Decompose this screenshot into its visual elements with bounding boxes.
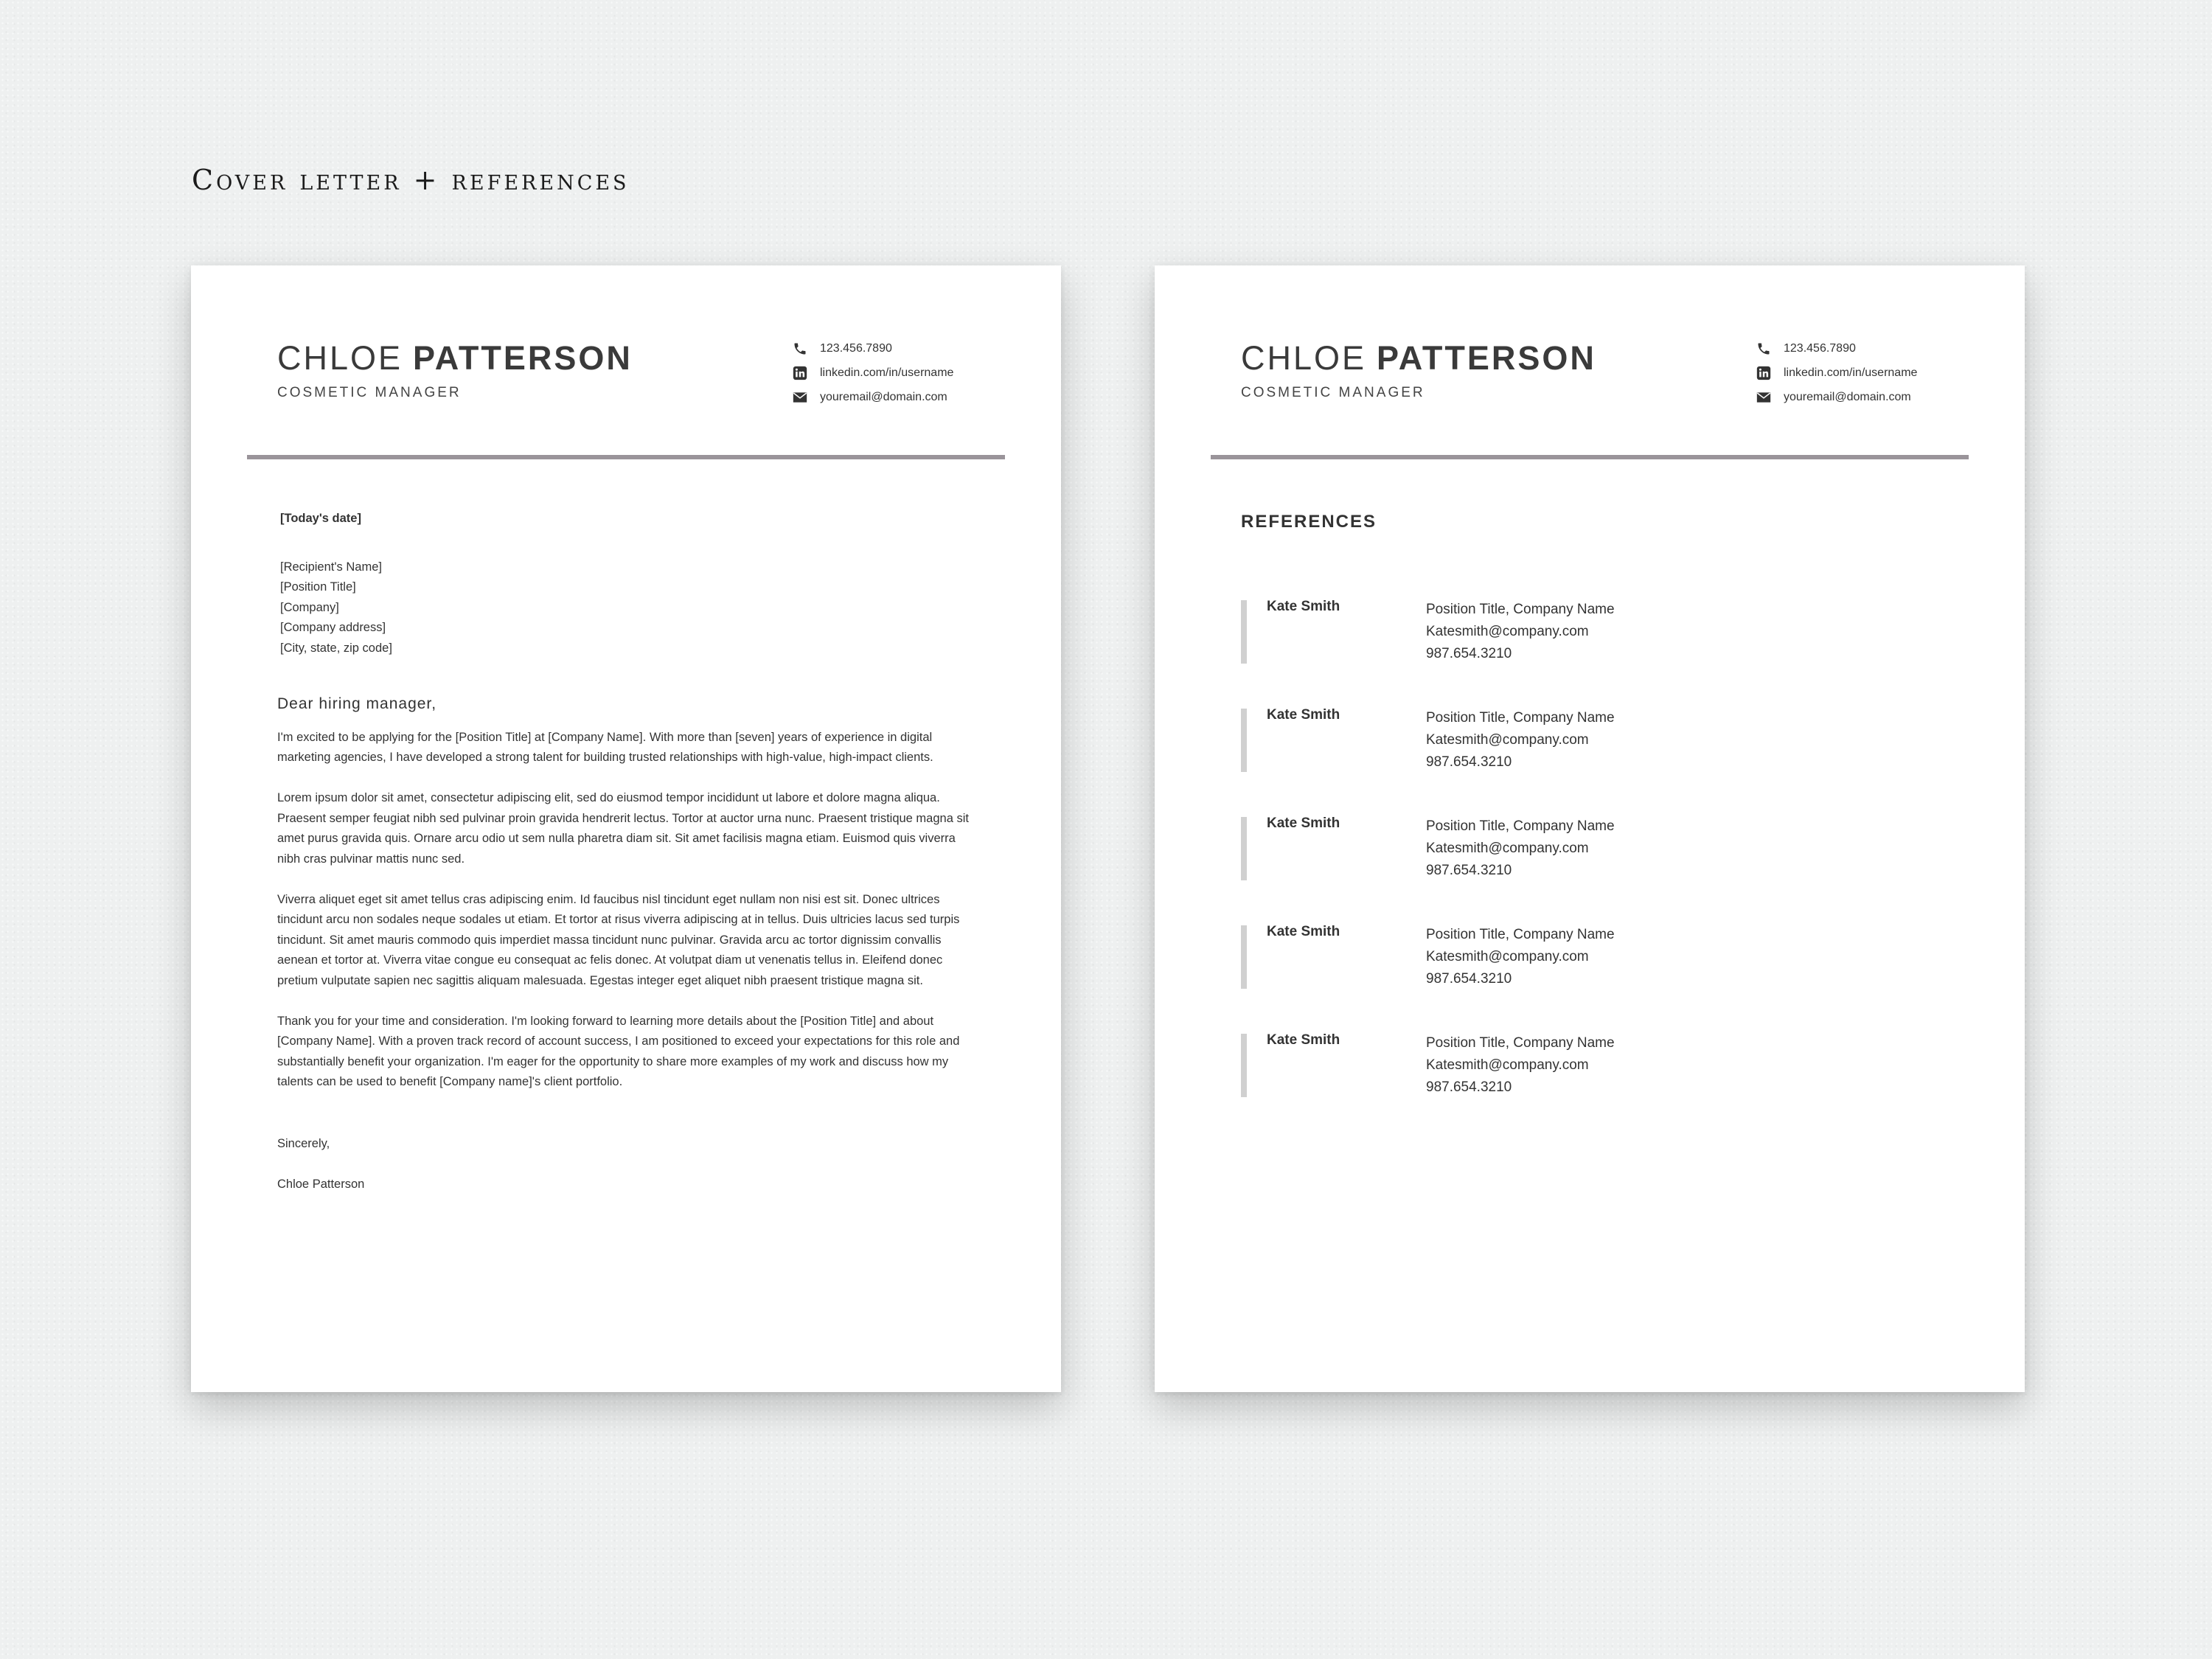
reference-name: Kate Smith: [1267, 707, 1340, 723]
closing: Sincerely,: [277, 1136, 330, 1150]
greeting: Dear hiring manager,: [277, 695, 437, 712]
reference-email: Katesmith@company.com: [1426, 949, 1589, 964]
recipient-position: [Position Title]: [280, 580, 356, 594]
contact-block: [1756, 336, 1917, 409]
last-name: PATTERSON: [1377, 339, 1596, 377]
contact-email: [792, 385, 953, 409]
recipient-name: [Recipient's Name]: [280, 560, 382, 574]
job-role: COSMETIC MANAGER: [277, 385, 462, 400]
envelope-icon: [792, 389, 808, 406]
reference-email: Katesmith@company.com: [1426, 624, 1589, 639]
linkedin-text: linkedin.com/in/username: [1784, 366, 1918, 379]
letter-body: [277, 509, 978, 1195]
reference-accent-bar: [1241, 925, 1247, 989]
contact-linkedin: [792, 361, 953, 385]
reference-phone: 987.654.3210: [1426, 863, 1512, 878]
reference-phone: 987.654.3210: [1426, 646, 1512, 661]
reference-phone: 987.654.3210: [1426, 754, 1512, 770]
reference-name: Kate Smith: [1267, 1032, 1340, 1048]
recipient-city: [City, state, zip code]: [280, 641, 392, 655]
reference-accent-bar: [1241, 817, 1247, 880]
reference-entry: [1241, 1034, 1905, 1097]
scene-title: Cover letter + references: [192, 164, 630, 196]
reference-accent-bar: [1241, 1034, 1247, 1097]
recipient-address: [Company address]: [280, 621, 386, 634]
letter-date: [Today's date]: [280, 512, 361, 525]
references-page: [1155, 265, 2025, 1392]
reference-details: [1426, 924, 1615, 990]
reference-email: Katesmith@company.com: [1426, 732, 1589, 748]
recipient-block: [280, 557, 978, 659]
first-name: CHLOE: [1241, 339, 1367, 377]
header-name: [1241, 339, 1596, 378]
linkedin-icon: [1756, 365, 1772, 381]
phone-icon: [792, 341, 808, 357]
reference-details: [1426, 599, 1615, 665]
email-text: youremail@domain.com: [1784, 390, 1911, 403]
reference-entry: [1241, 817, 1905, 880]
reference-title: Position Title, Company Name: [1426, 710, 1615, 726]
header-rule: [1211, 455, 1969, 459]
cover-letter-page: [191, 265, 1061, 1392]
reference-entry: [1241, 925, 1905, 989]
last-name: PATTERSON: [413, 339, 633, 377]
contact-phone: [792, 336, 953, 361]
reference-name: Kate Smith: [1267, 924, 1340, 939]
job-role: COSMETIC MANAGER: [1241, 385, 1425, 400]
email-text: youremail@domain.com: [820, 390, 947, 403]
contact-block: [792, 336, 953, 409]
envelope-icon: [1756, 389, 1772, 406]
linkedin-text: linkedin.com/in/username: [820, 366, 954, 379]
paragraph: I'm excited to be applying for the [Position Title] at [Company Name]. With more than [seven] years of experience in digital marketing agencies, I have developed a strong talent for building trusted relationships with high-value, high-impact clients.: [277, 730, 933, 764]
reference-entry: [1241, 600, 1905, 664]
phone-text: 123.456.7890: [820, 341, 892, 355]
contact-phone: [1756, 336, 1917, 361]
reference-email: Katesmith@company.com: [1426, 841, 1589, 856]
reference-title: Position Title, Company Name: [1426, 818, 1615, 834]
paragraph: Lorem ipsum dolor sit amet, consectetur adipiscing elit, sed do eiusmod tempor incididunt ut labore et dolore magna aliqua. Praesent semper feugiat nibh sed pulvinar proin gravida hendrerit lectus. Tortor at auctor urna nunc. Praesent tristique magna sit amet purus gravida quis. Ornare arcu odio ut sem nulla pharetra diam sit. Sit amet facilisis magna etiam. Euismod quis viverra nibh cras pulvinar mattis nunc sed.: [277, 791, 969, 866]
first-name: CHLOE: [277, 339, 403, 377]
reference-phone: 987.654.3210: [1426, 971, 1512, 987]
contact-email: [1756, 385, 1917, 409]
reference-title: Position Title, Company Name: [1426, 927, 1615, 942]
references-heading: REFERENCES: [1241, 512, 1377, 532]
paragraph: Thank you for your time and consideration. I'm looking forward to learning more details about the [Position Title] and about [Company Name]. With a proven track record of account success, I am positioned to exceed your expectations for this role and substantially benefit your organization. I'm eager for the opportunity to share more examples of my work and discuss how my talents can be used to benefit [Company name]'s client portfolio.: [277, 1014, 960, 1088]
reference-details: [1426, 1032, 1615, 1099]
reference-name: Kate Smith: [1267, 815, 1340, 831]
paragraph: Viverra aliquet eget sit amet tellus cras adipiscing enim. Id faucibus nisl tincidunt eget nullam non nisi est sit. Donec ultrices tincidunt arcu non sodales neque sodales ut etiam. Et tortor at risus viverra adipiscing at in tellus. Duis ultricies lacus sed turpis tincidunt. Sit amet mauris commodo quis imperdiet massa tincidunt nunc pulvinar. Gravida arcu ac tortor dignissim convallis aenean et tortor at. Viverra vitae congue eu consequat ac felis donec. At volutpat diam ut venenatis tellus in. Eleifend donec pretium vulputate sapien nec sagittis aliquam malesuada. Egestas integer eget aliquet nibh praesent tristique magna sit.: [277, 892, 960, 987]
reference-entry: [1241, 709, 1905, 772]
reference-details: [1426, 815, 1615, 882]
phone-text: 123.456.7890: [1784, 341, 1856, 355]
header-name: [277, 339, 633, 378]
reference-accent-bar: [1241, 709, 1247, 772]
reference-email: Katesmith@company.com: [1426, 1057, 1589, 1073]
reference-phone: 987.654.3210: [1426, 1079, 1512, 1095]
reference-accent-bar: [1241, 600, 1247, 664]
reference-name: Kate Smith: [1267, 599, 1340, 614]
reference-title: Position Title, Company Name: [1426, 602, 1615, 617]
contact-linkedin: [1756, 361, 1917, 385]
reference-title: Position Title, Company Name: [1426, 1035, 1615, 1051]
reference-details: [1426, 707, 1615, 773]
signature-name: Chloe Patterson: [277, 1178, 365, 1191]
phone-icon: [1756, 341, 1772, 357]
linkedin-icon: [792, 365, 808, 381]
header-rule: [247, 455, 1005, 459]
recipient-company: [Company]: [280, 600, 339, 614]
